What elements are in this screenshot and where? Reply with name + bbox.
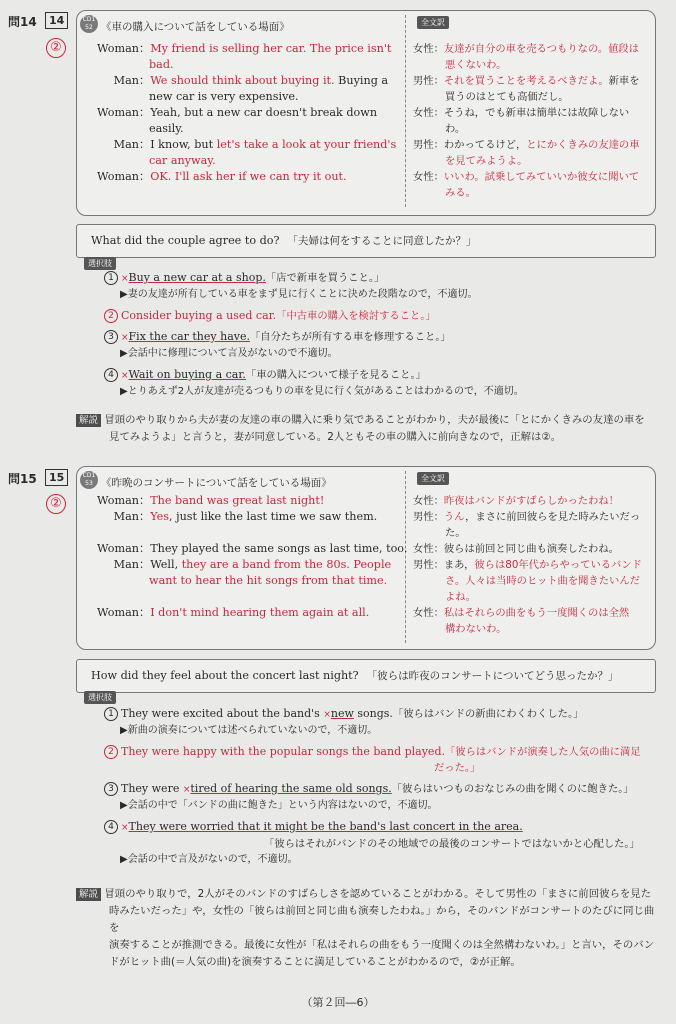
explanation-tag: 解説: [76, 414, 101, 427]
choice-item: 3 ×Fix the car they have.「自分たちが所有する車を修理すること。」: [104, 329, 524, 346]
dialogue-translation: 女性：友達が自分の車を売るつもりなの。値段は 悪くないわ。 男性：それを買うことを考えるべきだよ。新車を 買うのはとても高価だし。 女性：そうね，でも新車は簡単には故障しない わ。 男性：わかってるけど，とにかくきみの友達の車 を見てみようよ。 女性：いいわ。試乗してみていいか彼女に聞いて みる。: [413, 43, 640, 199]
question-english: What did the couple agree to do?: [91, 234, 280, 247]
choices-tag: 選択肢: [84, 691, 116, 704]
answer-mark: ②: [46, 494, 66, 514]
column-divider: [405, 15, 406, 207]
choices-tag: 選択肢: [84, 257, 116, 270]
question-number-box: 15: [45, 469, 68, 486]
explanation: 解説 冒頭のやり取りで，2人がそのバンドのすばらしさを認めていることがわかる。そして男性の「まさに前回彼らを見た 時みたいだった」や，女性の「彼らは前回と同じ曲も演奏したわね。」から，そのバンドがコンサートのたびに同じ曲を 演奏することが推測できる。最後に女性が「私はそれらの曲をもう一度聞くのは全然構わないわ。」と言い，そのバン ドがヒット曲(＝人気の曲)を演奏することに満足していることがわかるので，②が正解。: [76, 886, 656, 971]
question-box: [76, 659, 656, 693]
dialogue-line: Man：I know, but let's take a look at your friend's: [113, 138, 397, 151]
question-box: [76, 224, 656, 258]
page-footer: （第２回―6）: [301, 996, 375, 1009]
choice-item-correct: 2 They were happy with the popular songs the band played.「彼らはバンドが演奏した人気の曲に満足: [104, 744, 641, 760]
question-japanese: 「彼らは昨夜のコンサートについてどう思ったか？」: [366, 670, 619, 682]
choice-item: 3 They were ×tired of hearing the same old songs.「彼らはいつものおなじみの曲を聞くのに飽きた。」: [104, 781, 641, 798]
dialogue-line: Woman：Yeah, but a new car doesn't break down: [97, 106, 378, 119]
dialogue-english: Woman：The band was great last night! Man：Yes, just like the last time we saw them. Woman：They played the same songs as last time, too. Man：Well, they are a band from the 80s. People want to hear the hit songs from that time. Woman：I don't mind hearing them again at all.: [97, 494, 408, 619]
explanation: 解説 冒頭のやり取りから夫が妻の友達の車の購入に乗り気であることがわかり，夫が最後に「とにかくきみの友達の車を 見てみようよ」と言うと，妻が同意している。2人ともその車の購入に前向きなので，正解は②。: [76, 412, 656, 446]
choice-item: 4 ×Wait on buying a car.「車の購入について様子を見ること。」: [104, 367, 524, 384]
choice-item: 1 They were excited about the band's ×new songs.「彼らはバンドの新曲にわくわくした。」: [104, 706, 641, 723]
dialogue-english: Woman：My friend is selling her car. The price isn't bad. Man：We should think about buying it. Buying a new car is very expensive. Woman：Yeah, but a new car doesn't break down easily. Man：I know, but let's take a look at your friend's car anyway. Woman：OK. I'll ask her if we can try it out.: [83, 41, 396, 185]
choice-item: 4 ×They were worried that it might be the band's last concert in the area.: [104, 819, 641, 836]
dialogue-box: [76, 466, 656, 650]
question-label: 問14: [8, 15, 37, 29]
dialogue-translation: 女性：昨夜はバンドがすばらしかったわね！ 男性：うん，まさに前回彼らを見た時みたいだっ た。 女性：彼らは前回と同じ曲も演奏したわね。 男性：まあ，彼らは80年代からやっているバンド さ。人々は当時のヒット曲を聞きたいんだ よね。 女性：私はそれらの曲をもう一度聞くのは全然 構わないわ。: [413, 495, 642, 635]
dialogue-box: [76, 10, 656, 216]
question-label: 問15: [8, 472, 37, 486]
dialogue-line: Man：We should think about buying it. Buying a: [113, 74, 389, 87]
dialogue-line: Woman：OK. I'll ask her if we can try it out.: [97, 170, 347, 183]
scene-caption: 《車の購入について話をしている場面》: [101, 21, 290, 33]
translation-tag: 全文訳: [417, 16, 449, 29]
translation-tag: 全文訳: [417, 472, 449, 485]
explanation-tag: 解説: [76, 888, 101, 901]
question-japanese: 「夫婦は何をすることに同意したか？」: [287, 235, 477, 247]
cd-icon: CD1 53: [80, 471, 98, 489]
choice-item-correct: 2 Consider buying a used car.「中古車の購入を検討すること。」: [104, 308, 524, 324]
scene-caption: 《昨晩のコンサートについて話をしている場面》: [101, 477, 332, 489]
cd-icon: CD1 52: [80, 15, 98, 33]
question-number-box: 14: [45, 12, 68, 29]
choices-list: 1 ×Buy a new car at a shop.「店で新車を買うこと。」 ▶妻の友達が所有している車をまず見に行くことに決めた段階なので，不適切。 2 Consider buying a used car.「中古車の購入を検討すること。」 3 ×Fix the car they have.「自分たちが所有する車を修理すること。」 ▶会話中に修理について言及がないので不適切。 4 ×Wait on buying a car.「車の購入について様子を見ること。」 ▶とりあえず2人が友達が売るつもりの車を見に行く気があることはわかるので，不適切。: [104, 270, 524, 400]
answer-mark: ②: [46, 38, 66, 58]
dialogue-line: Woman：My friend is selling her car. The price isn't: [97, 42, 392, 55]
choice-item: 1 ×Buy a new car at a shop.「店で新車を買うこと。」: [104, 270, 524, 287]
choices-list: 1 They were excited about the band's ×new songs.「彼らはバンドの新曲にわくわくした。」 ▶新曲の演奏については述べられていないので，不適切。 2 They were happy with the popular songs the band played.「彼らはバンドが演奏した人気の曲に満足 だった。」 3 They were ×tired of hearing the same old songs.「彼らはいつものおなじみの曲を聞くのに飽きた。」 ▶会話の中で「バンドの曲に飽きた」という内容はないので，不適切。 4 ×They were worried that it might be the band's last concert in the area. 「彼らはそれがバンドのその地域での最後のコンサートではないかと心配した。」 ▶会話の中で言及がないので，不適切。: [104, 706, 641, 868]
question-english: How did they feel about the concert last night?: [91, 669, 359, 682]
